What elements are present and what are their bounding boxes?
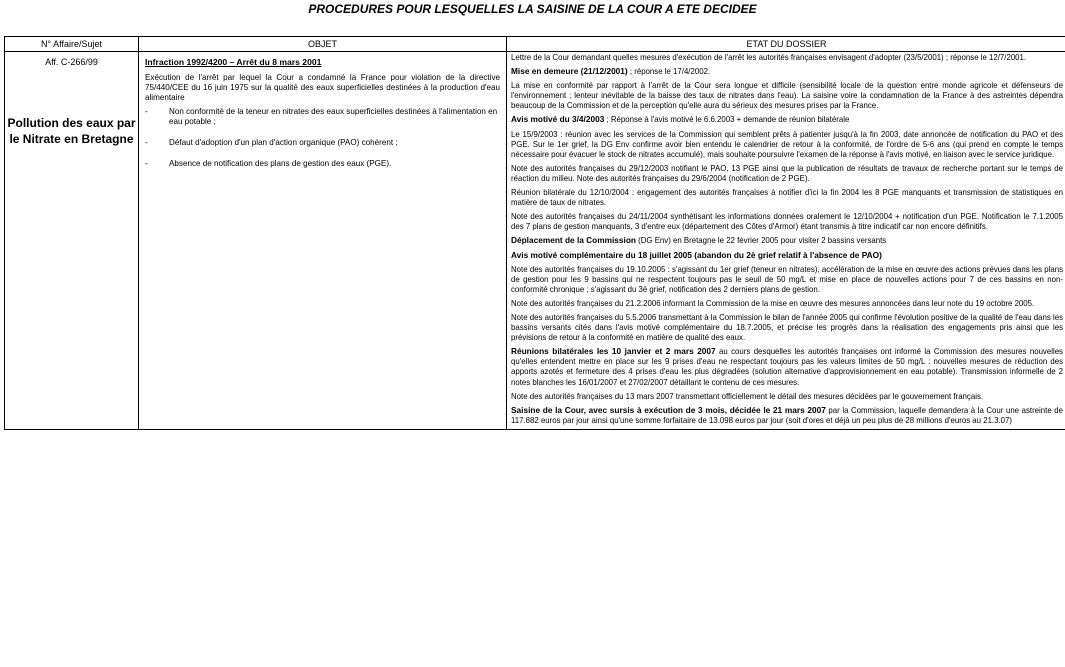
objet-intro: Exécution de l'arrêt par lequel la Cour a condamné la France pour violation de la directive 75/440/CEE du 16 juin 1975 sur la qualité des eaux superficielles destinées à la production d'eau alimentaire: [145, 73, 500, 102]
etat-paragraph: [511, 346, 1063, 387]
etat-paragraph: [511, 52, 1063, 63]
etat-text: Réunion bilatérale du 12/10/2004 : engagement des autorités françaises à notifier d'ici la fin 2004 les 8 PGE manquants et transmission de statistiques en matière de taux de nitrates.: [511, 188, 1063, 208]
etat-bold: Réunions bilatérales les 10 janvier et 2 mars 2007: [511, 346, 716, 357]
affaire-subject: Pollution des eaux par le Nitrate en Bretagne: [7, 116, 136, 146]
etat-text: Note des autorités françaises du 21.2.2006 informant la Commission de la mise en œuvre des mesures annoncées dans leur note du 19 octobre 2005.: [511, 298, 1035, 308]
etat-paragraph: [511, 129, 1063, 160]
header-affaire: N° Affaire/Sujet: [5, 37, 139, 52]
etat-text: ; réponse le 17/4/2002.: [627, 67, 711, 77]
etat-text: Note des autorités françaises du 5.5.2006 transmettant à la Commission le bilan de l'année 2005 qui confirme l'évolution positive de la qualité de l'eau dans les bassins versants cités dans l'avis motivé complémentaire du 18.7.2005, et précise les progrès dans la réalisation des engagements pris ainsi que les prévisions de retour à la conformité en matière de qualité des eaux.: [511, 312, 1063, 343]
page-title: PROCEDURES POUR LESQUELLES LA SAISINE DE LA COUR A ETE DECIDEE: [308, 2, 757, 16]
etat-cell: [507, 52, 1065, 430]
etat-text: Note des autorités françaises du 19.10.2005 : s'agissant du 1er grief (teneur en nitrates), accélération de la mise en œuvre des actions prévues dans les plans de gestion pour les 9 bassins qui ne respectent toujours pas le seuil de 50 mg/L et mise en place de nouvelles actions pour 7 de ces bassins en non-conformité chronique ; s'agissant du 3è grief, notification des 2 derniers plans de gestion.: [511, 264, 1063, 294]
etat-text: (DG Env) en Bretagne le 22 février 2005 pour visiter 2 bassins versants: [635, 236, 887, 246]
objet-heading: Infraction 1992/4200 – Arrêt du 8 mars 2001: [145, 57, 322, 67]
etat-text: Le 15/9/2003 : réunion avec les services de la Commission qui semblent prêts à patienter jusqu'à la fin 2003, date annoncée de notification du PAO et des PGE. Sur le 1er grief, la DG Env confirme avoir bien entendu le calendrier de retour à la conformité, de l'ordre de 5-6 ans (qui prend en compte le temps nécessaire pour évacuer le stock de nitrates accumulé), mais souhaite poursuivre l'examen de la réponse à l'avis motivé, en liaison avec le service juridique.: [511, 129, 1063, 159]
etat-bold: Saisine de la Cour, avec sursis à exécution de 3 mois, décidée le 21 mars 2007: [511, 404, 826, 415]
etat-text: Lettre de la Cour demandant quelles mesures d'exécution de l'arrêt les autorités françaises envisagent d'adopter (23/5/2001) ; réponse le 12/7/2001.: [511, 53, 1027, 62]
etat-paragraph: [511, 187, 1063, 208]
etat-text: Note des autorités françaises du 29/12/2003 notifiant le PAO, 13 PGE ainsi que la publication de résultats de travaux de recherche portant sur le temps de réaction du milieu. Note des autorités françaises du 29/6/2004 (notification de 2 PGE).: [511, 163, 1063, 183]
etat-bold: Déplacement de la Commission: [511, 235, 636, 246]
etat-text: Note des autorités françaises du 24/11/2004 synthétisant les informations données oralement le 12/10/2004 + notification d'un PGE. Notification le 7.1.2005 des 7 plans de gestion manquants, 3 d'entre eux (département des Côtes d'Armor) étant transmis à titre indicatif car non encore définitifs.: [511, 212, 1063, 232]
objet-list: [145, 107, 500, 169]
etat-paragraph: [511, 312, 1063, 343]
etat-text: ; Réponse à l'avis motivé le 6.6.2003 + demande de réunion bilatérale: [604, 115, 850, 125]
etat-paragraph: [511, 235, 1063, 246]
table-header-row: [5, 37, 1065, 52]
affaire-cell: [5, 52, 139, 430]
list-item: - Non conformité de la teneur en nitrates des eaux superficielles destinées à l'alimentation en eau potable ;: [145, 107, 500, 127]
etat-paragraph: [511, 264, 1063, 295]
etat-text: La mise en conformité par rapport à l'arrêt de la Cour sera longue et difficile (sensibilité locale de la question entre monde agricole et défenseurs de l'environnement ; lenteur inévitable de la baisse des taux de nitrates dans l'eau). La saisine voire la condamnation de la France à des astreintes dépendra beaucoup de la Commission et de la perception qu'elle aura du sérieux des mesures prises par la France.: [511, 81, 1063, 111]
procedures-table: [4, 36, 1065, 430]
etat-paragraph: [511, 298, 1063, 309]
etat-bold: Mise en demeure (21/12/2001): [511, 66, 628, 77]
header-objet: OBJET: [139, 37, 507, 52]
etat-paragraph: [511, 250, 1063, 261]
etat-paragraph: [511, 211, 1063, 232]
etat-paragraph: [511, 66, 1063, 77]
etat-bold: Avis motivé complémentaire du 18 juillet 2005 (abandon du 2è grief relatif à l'absence de PAO): [511, 249, 882, 260]
list-item: - Défaut d'adoption d'un plan d'action organique (PAO) cohérent ;: [145, 138, 500, 148]
affaire-number: Aff. C-266/99: [45, 57, 98, 67]
etat-text: Note des autorités françaises du 13 mars 2007 transmettant officiellement le détail des mesures décidées par le gouvernement français.: [511, 391, 984, 401]
list-item: - Absence de notification des plans de gestion des eaux (PGE).: [145, 159, 500, 169]
header-etat: ETAT DU DOSSIER: [507, 37, 1065, 52]
etat-paragraph: [511, 163, 1063, 184]
etat-text: au cours desquelles les autorités françaises ont informé la Commission des mesures nouvelles qu'elles entendent mettre en place sur les 9 prises d'eau ne respectant toujours pas les valeurs limites de 50 mg/L : nouvelles mesures de réduction des apports azotés et fermeture des 4 prises d'eau les plus dégradées (solution alternative d'approvisionnement en eau potable). Transmission informelle de 2 notes blanches les 16/01/2007 et 27/02/2007 détaillant le contenu de ces mesures.: [511, 347, 1063, 387]
etat-paragraph: [511, 80, 1063, 111]
etat-paragraph: [511, 114, 1063, 125]
etat-bold: Avis motivé du 3/4/2003: [511, 114, 605, 125]
etat-text: par la Commission, laquelle demandera à la Cour une astreinte de 117.882 euros par jour ainsi qu'une somme forfaitaire de 13.098 euros par jour (soit d'ores et déjà un peu plus de 28 millions d'euros au 21.3.07): [511, 405, 1063, 425]
etat-paragraph: [511, 391, 1063, 402]
table-row: [5, 52, 1065, 430]
objet-cell: [139, 52, 507, 430]
etat-paragraph: [511, 405, 1063, 426]
